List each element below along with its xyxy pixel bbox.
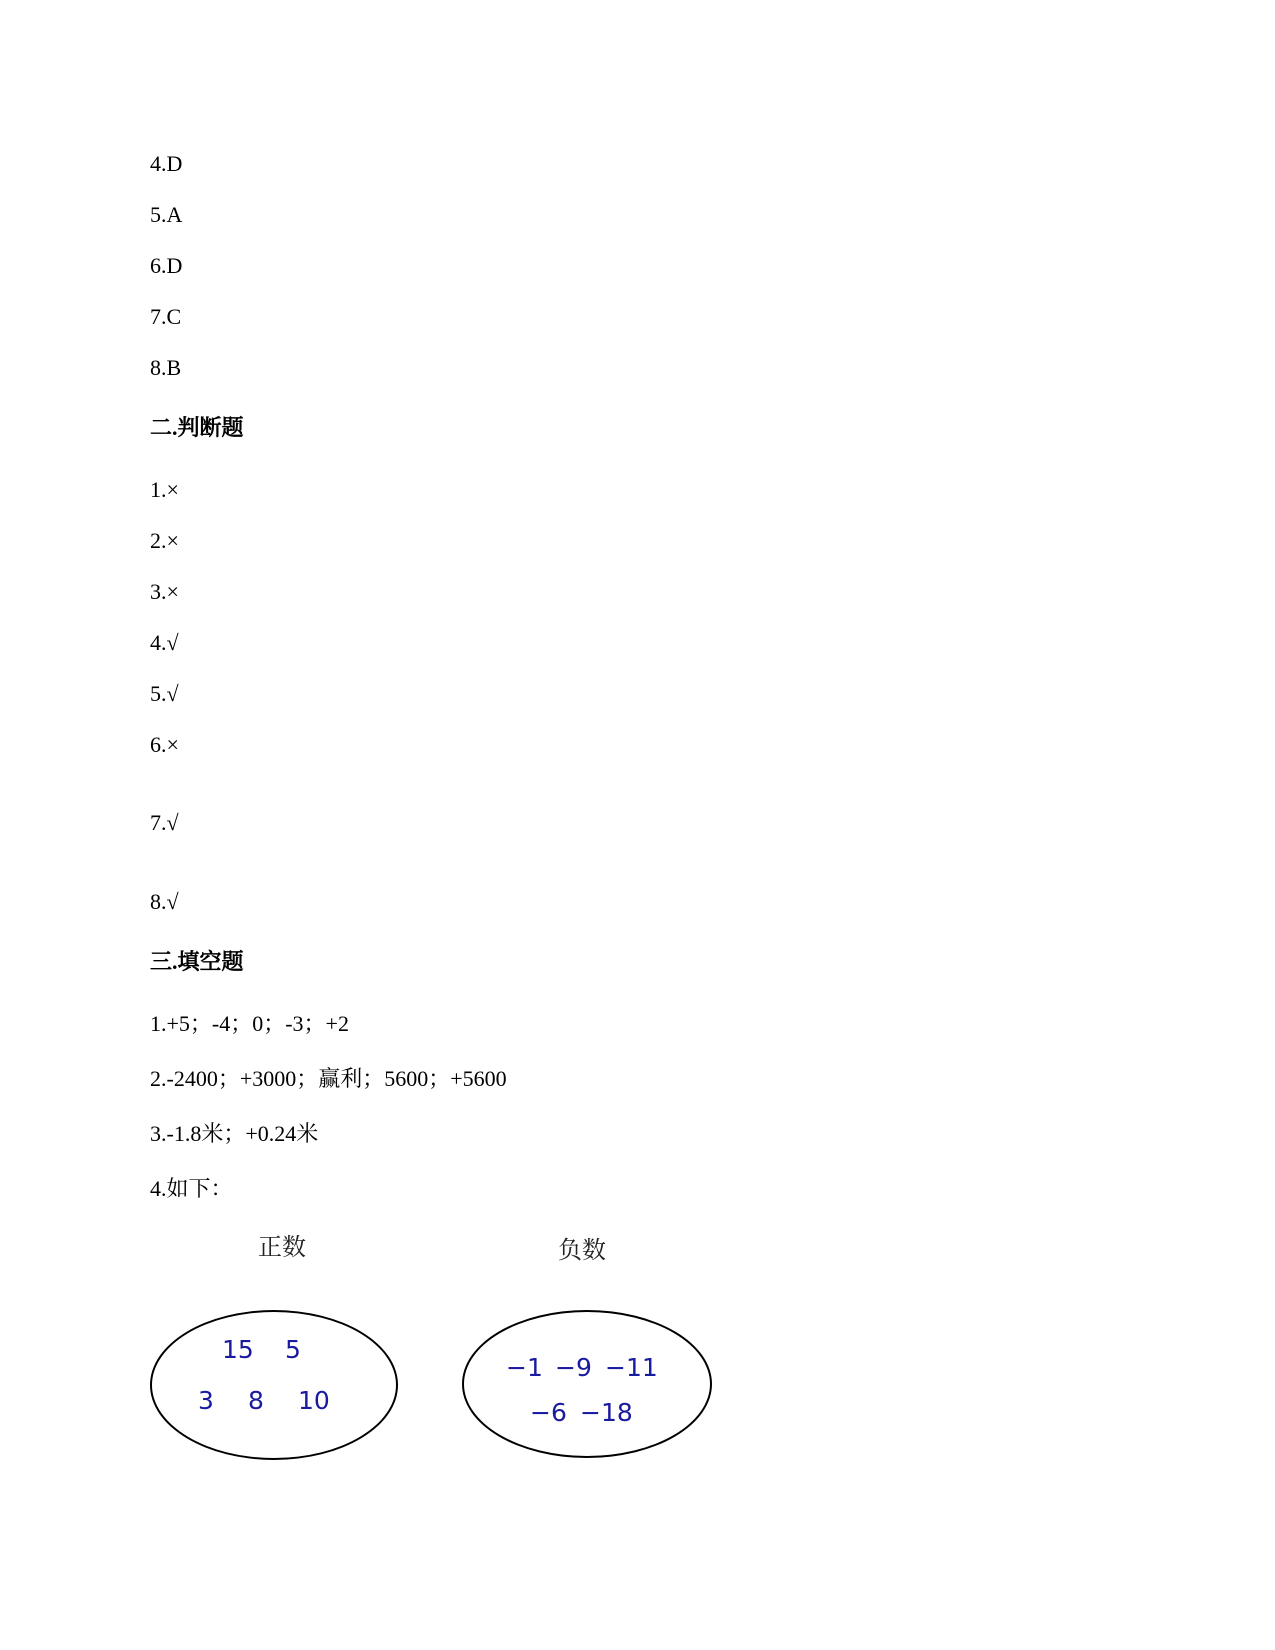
negative-number: −18 (580, 1398, 633, 1427)
answer-3-2: 2.-2400；+3000；赢利；5600；+5600 (150, 1066, 507, 1091)
answer-1-7: 7.C (150, 304, 182, 329)
positive-title: 正数 (258, 1233, 306, 1261)
negative-number: −1 (506, 1353, 543, 1382)
negative-title: 负数 (558, 1236, 606, 1264)
positive-number: 15 (222, 1335, 254, 1364)
section-heading-fill-blank: 三.填空题 (150, 949, 244, 974)
answer-1-4: 4.D (150, 151, 183, 176)
answer-2-6: 6.× (150, 732, 179, 757)
answer-3-1: 1.+5；-4；0；-3；+2 (150, 1011, 349, 1036)
answer-2-5: 5.√ (150, 681, 179, 706)
positive-number: 8 (248, 1386, 264, 1415)
positive-number: 3 (198, 1386, 214, 1415)
answer-2-2: 2.× (150, 528, 179, 553)
section-heading-judgment: 二.判断题 (150, 415, 244, 440)
answer-1-5: 5.A (150, 202, 183, 227)
answer-2-3: 3.× (150, 579, 179, 604)
answer-2-1: 1.× (150, 477, 179, 502)
answer-2-8: 8.√ (150, 889, 179, 914)
negative-oval (462, 1310, 712, 1458)
negative-number: −6 (530, 1398, 567, 1427)
negative-number: −9 (555, 1353, 592, 1382)
positive-number: 5 (285, 1335, 301, 1364)
answer-3-4: 4.如下： (150, 1176, 233, 1201)
answer-1-8: 8.B (150, 355, 182, 380)
positive-oval (150, 1310, 398, 1460)
number-classification-figure (150, 1233, 750, 1490)
answer-3-3: 3.-1.8米；+0.24米 (150, 1121, 319, 1146)
positive-number: 10 (298, 1386, 330, 1415)
answer-2-4: 4.√ (150, 630, 179, 655)
answer-1-6: 6.D (150, 253, 183, 278)
answer-2-7: 7.√ (150, 810, 179, 835)
negative-number: −11 (605, 1353, 658, 1382)
